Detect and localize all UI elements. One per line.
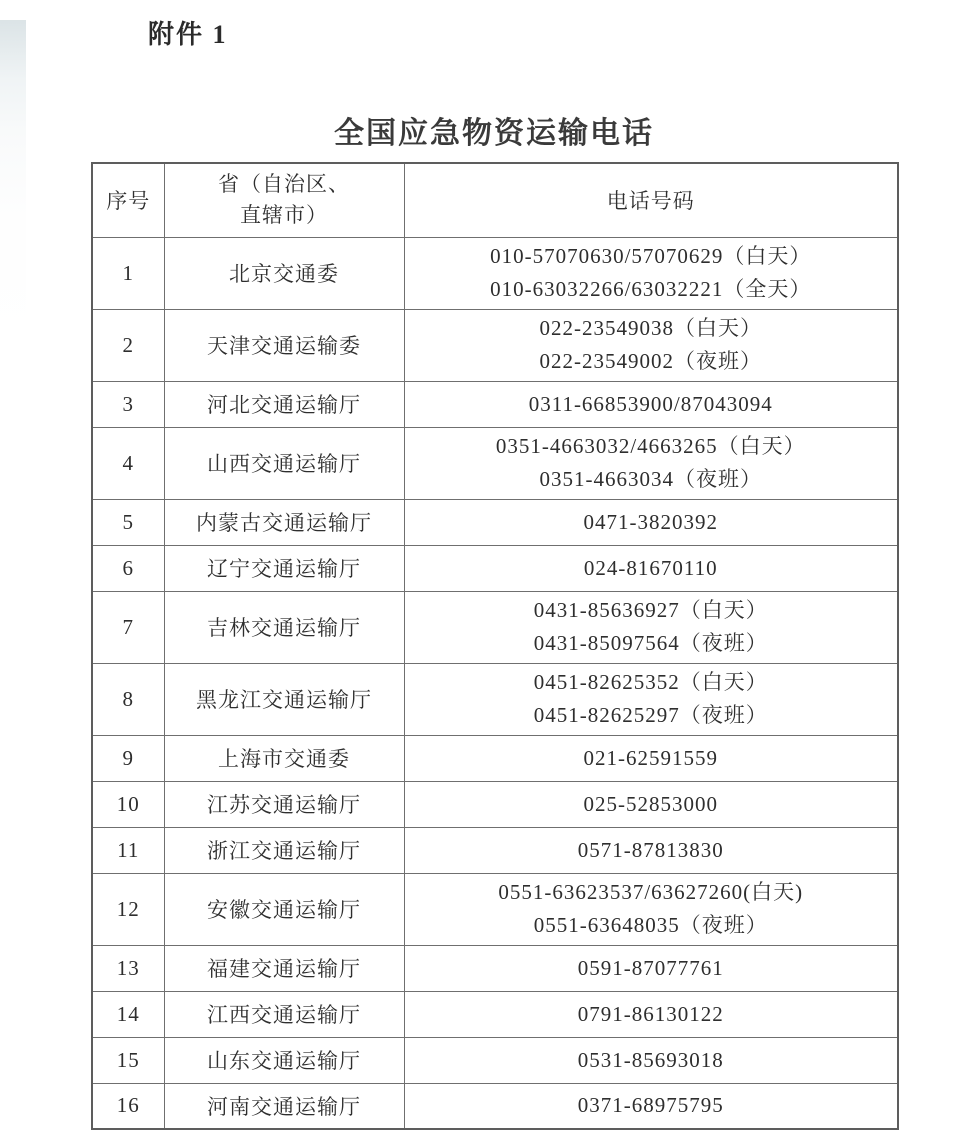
header-province-line1: 省（自治区、 [218,172,350,197]
row-phone-cell [404,827,898,873]
row-phone-cell [404,591,898,663]
row-province-cell: 吉林交通运输厅 [164,591,404,663]
table-row [92,991,898,1037]
table-row [92,663,898,735]
row-phone-cell [404,237,898,309]
row-index-cell: 10 [92,781,164,827]
header-province-line2: 直辖市） [240,203,328,228]
phone-number: 0451-82625352（白天） [533,670,768,694]
row-phone-cell [404,1037,898,1083]
row-province-cell: 山东交通运输厅 [164,1037,404,1083]
row-province-cell: 天津交通运输委 [164,309,404,381]
row-phone-cell [404,663,898,735]
row-phone-cell [404,499,898,545]
row-phone-cell [404,945,898,991]
table-row [92,735,898,781]
table-row [92,827,898,873]
phone-number: 0351-4663032/4663265（白天） [495,434,806,458]
table-row [92,381,898,427]
table-header [92,163,898,237]
table-row [92,237,898,309]
row-phone-cell [404,991,898,1037]
row-index-cell: 13 [92,945,164,991]
row-phone-cell [404,545,898,591]
header-province [164,163,404,237]
table-row [92,1037,898,1083]
row-index-cell: 1 [92,237,164,309]
table-row [92,945,898,991]
table-row [92,499,898,545]
phone-number: 021-62591559 [583,745,718,770]
row-phone-cell [404,381,898,427]
phone-number: 022-23549038（白天） [539,316,762,340]
row-index-cell: 5 [92,499,164,545]
table-row [92,781,898,827]
emergency-phone-table [91,162,899,1130]
header-index: 序号 [92,163,164,237]
table-row [92,545,898,591]
phone-number: 0791-86130122 [577,1001,724,1026]
table-body [92,237,898,1129]
scan-edge-artifact [0,20,26,340]
table-row [92,309,898,381]
header-phone: 电话号码 [404,163,898,237]
row-index-cell: 16 [92,1083,164,1129]
row-index-cell: 2 [92,309,164,381]
row-province-cell: 江苏交通运输厅 [164,781,404,827]
row-index-cell: 8 [92,663,164,735]
phone-number: 0551-63623537/63627260(白天) [498,880,804,904]
phone-number: 0591-87077761 [577,955,724,980]
row-province-cell: 上海市交通委 [164,735,404,781]
phone-number: 0431-85097564（夜班） [533,631,768,655]
table-header-row [92,163,898,237]
phone-number: 0351-4663034（夜班） [539,467,762,491]
phone-number: 0551-63648035（夜班） [533,913,768,937]
phone-number: 0531-85693018 [577,1047,724,1072]
row-province-cell: 河北交通运输厅 [164,381,404,427]
phone-number: 0471-3820392 [583,509,718,534]
row-phone-cell [404,309,898,381]
phone-number: 024-81670110 [583,555,718,580]
row-province-cell: 浙江交通运输厅 [164,827,404,873]
row-index-cell: 3 [92,381,164,427]
row-index-cell: 11 [92,827,164,873]
phone-number: 0431-85636927（白天） [533,598,768,622]
row-phone-cell [404,735,898,781]
phone-number: 0451-82625297（夜班） [533,703,768,727]
row-index-cell: 7 [92,591,164,663]
row-index-cell: 15 [92,1037,164,1083]
phone-number: 0571-87813830 [577,837,724,862]
row-phone-cell [404,1083,898,1129]
attachment-label: 附件 1 [148,20,228,49]
row-index-cell: 9 [92,735,164,781]
row-index-cell: 14 [92,991,164,1037]
phone-number: 022-23549002（夜班） [539,349,762,373]
row-phone-cell [404,427,898,499]
row-province-cell: 河南交通运输厅 [164,1083,404,1129]
row-index-cell: 6 [92,545,164,591]
row-index-cell: 4 [92,427,164,499]
row-province-cell: 山西交通运输厅 [164,427,404,499]
table-row [92,1083,898,1129]
row-province-cell: 内蒙古交通运输厅 [164,499,404,545]
row-index-cell: 12 [92,873,164,945]
phone-number: 025-52853000 [583,791,718,816]
row-phone-cell [404,781,898,827]
phone-number: 010-63032266/63032221（全天） [490,277,812,301]
phone-number: 0311-66853900/87043094 [528,391,773,416]
table-row [92,591,898,663]
row-province-cell: 安徽交通运输厅 [164,873,404,945]
row-phone-cell [404,873,898,945]
row-province-cell: 北京交通委 [164,237,404,309]
row-province-cell: 黑龙江交通运输厅 [164,663,404,735]
phone-number: 0371-68975795 [577,1093,724,1118]
row-province-cell: 江西交通运输厅 [164,991,404,1037]
row-province-cell: 福建交通运输厅 [164,945,404,991]
page-title: 全国应急物资运输电话 [334,117,654,150]
table-row [92,873,898,945]
row-province-cell: 辽宁交通运输厅 [164,545,404,591]
phone-number: 010-57070630/57070629（白天） [490,244,812,268]
table-row [92,427,898,499]
